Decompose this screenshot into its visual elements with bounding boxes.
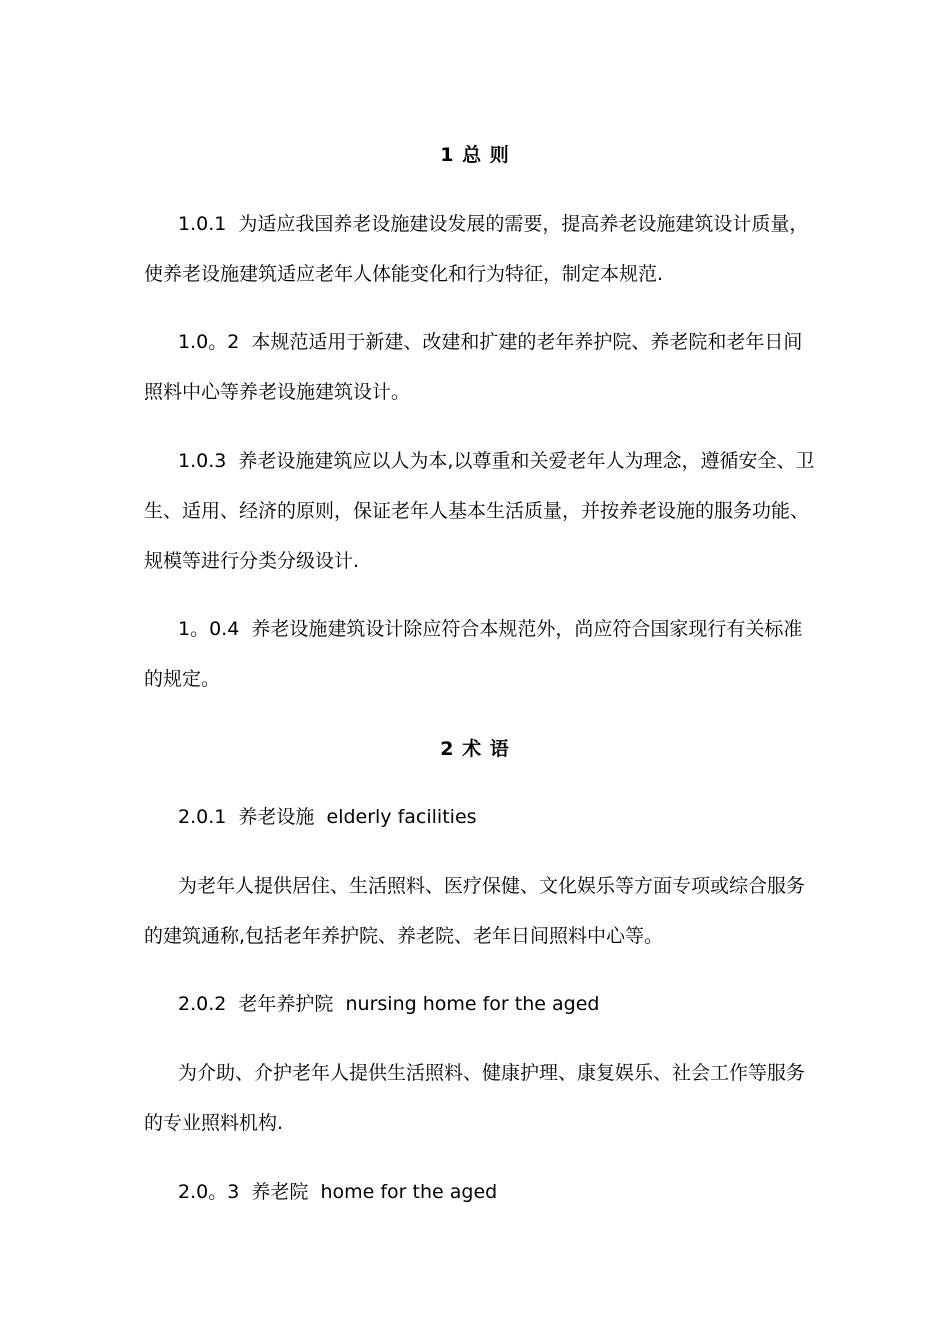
term-2-0-1-definition-line-1: 为老年人提供居住、生活照料、医疗保健、文化娱乐等方面专项或综合服务 (178, 875, 806, 897)
clause-1-0-2-line-2: 照料中心等养老设施建筑设计。 (144, 381, 411, 403)
clause-1-0-3-line-2: 生、适用、经济的原则，保证老年人基本生活质量，并按养老设施的服务功能、 (144, 500, 810, 522)
clause-1-0-4-line-1: 1。0.4 养老设施建筑设计除应符合本规范外，尚应符合国家现行有关标准 (178, 618, 803, 640)
term-2-0-1-title: 2.0.1 养老设施 elderly facilities (178, 806, 477, 828)
section-2-heading: 2 术 语 (440, 738, 510, 760)
clause-1-0-3-line-3: 规模等进行分类分级设计. (144, 550, 360, 572)
clause-1-0-3-line-1: 1.0.3 养老设施建筑应以人为本,以尊重和关爱老年人为理念，遵循安全、卫 (178, 450, 815, 472)
clause-1-0-1-line-1: 1.0.1 为适应我国养老设施建设发展的需要，提高养老设施建筑设计质量， (178, 213, 809, 235)
clause-1-0-4-line-2: 的规定。 (144, 668, 221, 690)
term-2-0-1-definition-line-2: 的建筑通称,包括老年养护院、养老院、老年日间照料中心等。 (144, 925, 664, 947)
term-2-0-2-definition-line-1: 为介助、介护老年人提供生活照料、健康护理、康复娱乐、社会工作等服务 (178, 1062, 806, 1084)
clause-1-0-2-line-1: 1.0。2 本规范适用于新建、改建和扩建的老年养护院、养老院和老年日间 (178, 331, 803, 353)
section-1-heading: 1 总 则 (440, 144, 510, 166)
term-2-0-3-title: 2.0。3 养老院 home for the aged (178, 1181, 498, 1203)
term-2-0-2-title: 2.0.2 老年养护院 nursing home for the aged (178, 993, 600, 1015)
clause-1-0-1-line-2: 使养老设施建筑适应老年人体能变化和行为特征，制定本规范. (144, 263, 664, 285)
term-2-0-2-definition-line-2: 的专业照料机构. (144, 1112, 284, 1134)
